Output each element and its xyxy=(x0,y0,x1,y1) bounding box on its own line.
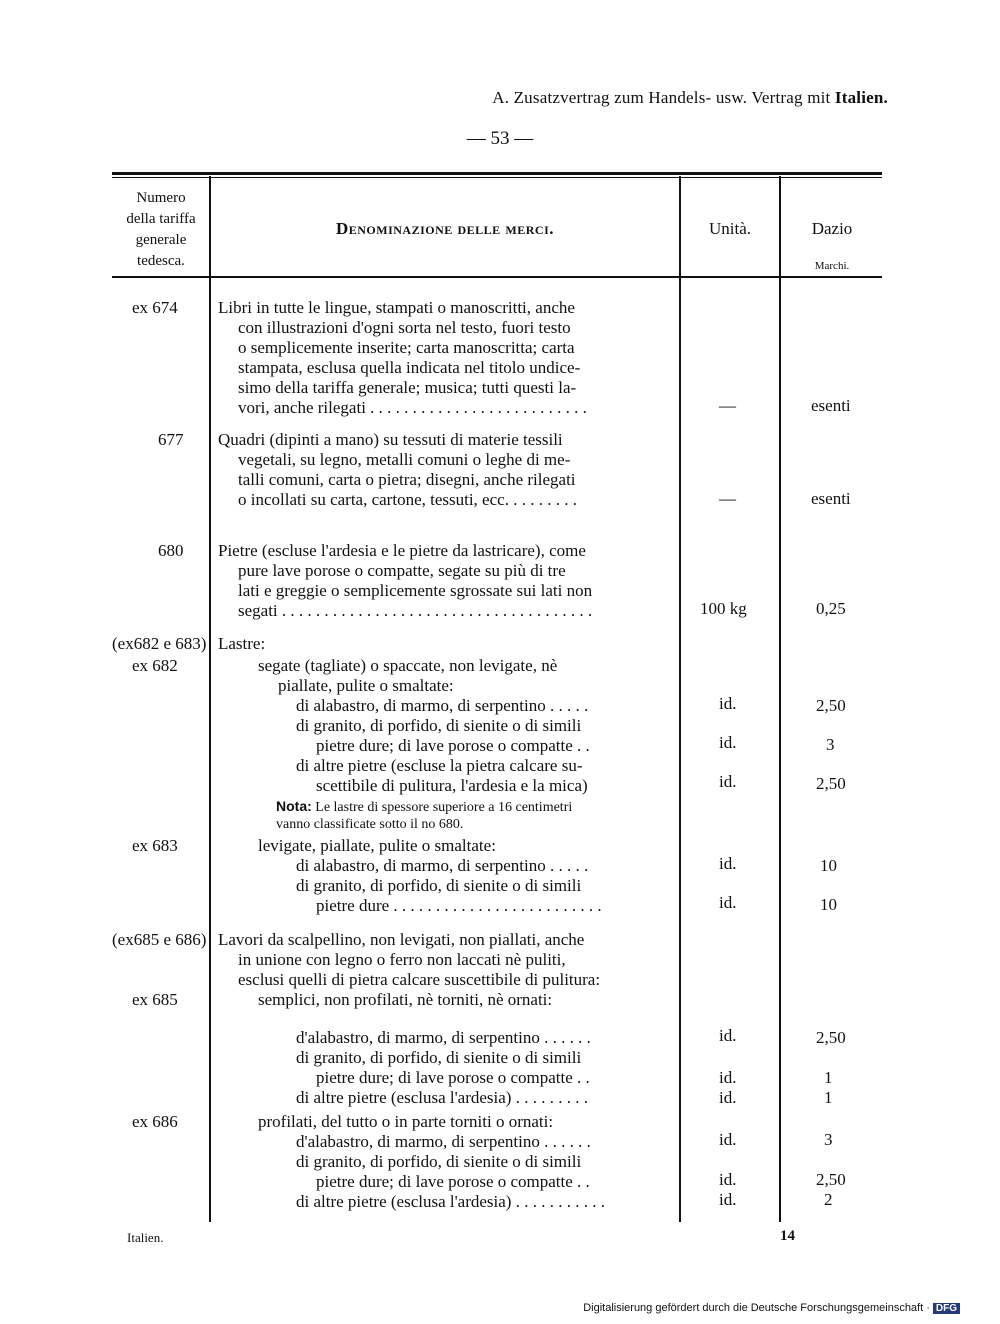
header-col-unit: Unità. xyxy=(708,219,752,238)
duty-value: 2,50 xyxy=(816,1170,846,1189)
tariff-number-group: (ex682 e 683) xyxy=(112,634,207,653)
unit-value: id. xyxy=(719,893,737,912)
footer-signature: Italien. xyxy=(127,1230,164,1245)
description-line: di granito, di porfido, di sienite o di simili xyxy=(296,876,582,895)
description-line: di alabastro, di marmo, di serpentino . . . . . xyxy=(296,696,589,715)
note-text: vanno classificate sotto il no 680. xyxy=(276,817,464,832)
header-col-description: Denominazione delle merci. xyxy=(335,219,555,238)
subsection-heading xyxy=(258,656,557,696)
header-col-number-line: generale xyxy=(135,232,187,248)
description-line: di granito, di porfido, di sienite o di simili xyxy=(296,716,582,735)
description-line: di alabastro, di marmo, di serpentino . . . . . xyxy=(296,856,589,875)
subsection-heading: levigate, piallate, pulite o smaltate: xyxy=(258,836,496,855)
duty-value: 2 xyxy=(824,1190,833,1209)
header-col-number-line: della tariffa xyxy=(126,211,196,227)
section-title: Lastre: xyxy=(218,634,266,653)
description-line: vegetali, su legno, metalli comuni o leghe di me- xyxy=(238,450,571,469)
duty-value: 3 xyxy=(824,1130,833,1149)
note xyxy=(276,798,572,833)
header-bottom-rule xyxy=(112,276,882,278)
description-line: segati . . . . . . . . . . . . . . . . . . . . . . . . . . . . . . . . . . . . . xyxy=(238,601,593,620)
description-line: simo della tariffa generale; musica; tutti questi la- xyxy=(238,378,577,397)
footer-sheet-number: 14 xyxy=(780,1228,795,1244)
description-line: vori, anche rilegati . . . . . . . . . . . . . . . . . . . . . . . . . . xyxy=(238,398,587,417)
unit-value: — xyxy=(719,396,736,415)
table-top-rule-thin xyxy=(112,177,882,178)
duty-value: 10 xyxy=(820,856,837,875)
description-line: esclusi quelli di pietra calcare suscettibile di pulitura: xyxy=(238,970,601,989)
item-description xyxy=(296,856,602,916)
header-col-number-line: Numero xyxy=(136,190,186,206)
dfg-logo: DFG xyxy=(933,1303,960,1314)
description-line: o semplicemente inserite; carta manoscritta; carta xyxy=(238,338,575,357)
subsection-heading: profilati, del tutto o in parte torniti o ornati: xyxy=(258,1112,554,1131)
subsection-heading: semplici, non profilati, nè torniti, nè ornati: xyxy=(258,990,553,1009)
running-head xyxy=(492,88,888,108)
description-line: Pietre (escluse l'ardesia e le pietre da lastricare), come xyxy=(218,541,586,560)
unit-value: id. xyxy=(719,733,737,752)
description-line: scettibile di pulitura, l'ardesia e la mica) xyxy=(316,776,588,795)
column-rule-2 xyxy=(679,176,681,1222)
duty-value: 0,25 xyxy=(816,599,846,618)
item-description xyxy=(296,1028,591,1108)
description-line: con illustrazioni d'ogni sorta nel testo, fuori testo xyxy=(238,318,571,337)
tariff-number: ex 685 xyxy=(132,990,178,1009)
duty-value: esenti xyxy=(811,396,851,415)
description-line: pietre dure . . . . . . . . . . . . . . . . . . . . . . . . . xyxy=(316,896,602,915)
unit-value: id. xyxy=(719,1190,737,1209)
unit-value: id. xyxy=(719,1170,737,1189)
description-line: talli comuni, carta o pietra; disegni, anche rilegati xyxy=(238,470,576,489)
description-line: in unione con legno o ferro non laccati nè puliti, xyxy=(238,950,566,969)
header-col-duty-unit: Marchi. xyxy=(814,260,850,272)
description-line: di granito, di porfido, di sienite o di simili xyxy=(296,1152,582,1171)
running-head-country: Italien. xyxy=(834,88,888,107)
description-line: lati e greggie o semplicemente sgrossate sui lati non xyxy=(238,581,593,600)
description-line: segate (tagliate) o spaccate, non levigate, nè xyxy=(258,656,558,675)
digitization-credit xyxy=(583,1302,960,1314)
item-description xyxy=(218,298,587,418)
item-description xyxy=(218,930,600,990)
description-line: pietre dure; di lave porose o compatte . . xyxy=(316,736,590,755)
duty-value: 2,50 xyxy=(816,696,846,715)
description-line: pietre dure; di lave porose o compatte . . xyxy=(316,1172,590,1191)
column-rule-3 xyxy=(779,176,781,1222)
item-description xyxy=(296,696,590,796)
credit-text: Digitalisierung gefördert durch die Deutsche Forschungsgemeinschaft · xyxy=(583,1302,930,1314)
tariff-number: ex 683 xyxy=(132,836,178,855)
description-line: d'alabastro, di marmo, di serpentino . . . . . . xyxy=(296,1132,591,1151)
tariff-number-group: (ex685 e 686) xyxy=(112,930,207,949)
unit-value: id. xyxy=(719,1130,737,1149)
duty-value: 2,50 xyxy=(816,774,846,793)
duty-value: esenti xyxy=(811,489,851,508)
unit-value: — xyxy=(719,489,736,508)
description-line: pure lave porose o compatte, segate su più di tre xyxy=(238,561,566,580)
item-description xyxy=(218,430,577,510)
description-line: Lavori da scalpellino, non levigati, non piallati, anche xyxy=(218,930,585,949)
table-top-rule xyxy=(112,172,882,175)
note-text: Le lastre di spessore superiore a 16 centimetri xyxy=(315,800,573,815)
tariff-number: ex 682 xyxy=(132,656,178,675)
tariff-number: ex 686 xyxy=(132,1112,178,1131)
description-line: Libri in tutte le lingue, stampati o manoscritti, anche xyxy=(218,298,575,317)
description-line: stampata, esclusa quella indicata nel titolo undice- xyxy=(238,358,581,377)
tariff-number: 680 xyxy=(158,541,184,560)
duty-value: 2,50 xyxy=(816,1028,846,1047)
running-head-prefix: A. Zusatzvertrag zum Handels- usw. Vertrag mit xyxy=(492,88,831,107)
tariff-number: 677 xyxy=(158,430,184,449)
header-col-duty: Dazio xyxy=(811,219,853,238)
description-line: d'alabastro, di marmo, di serpentino . . . . . . xyxy=(296,1028,591,1047)
duty-value: 1 xyxy=(824,1068,833,1087)
duty-value: 10 xyxy=(820,895,837,914)
unit-value: id. xyxy=(719,1088,737,1107)
unit-value: id. xyxy=(719,1068,737,1087)
duty-value: 1 xyxy=(824,1088,833,1107)
description-line: o incollati su carta, cartone, tessuti, ecc. . . . . . . . . xyxy=(238,490,577,509)
description-line: Quadri (dipinti a mano) su tessuti di materie tessili xyxy=(218,430,563,449)
unit-value: id. xyxy=(719,694,737,713)
column-rule-1 xyxy=(209,176,211,1222)
description-line: di granito, di porfido, di sienite o di simili xyxy=(296,1048,582,1067)
description-line: pietre dure; di lave porose o compatte . . xyxy=(316,1068,590,1087)
description-line: di altre pietre (esclusa l'ardesia) . . . . . . . . . . . xyxy=(296,1192,605,1211)
header-col-number-line: tedesca. xyxy=(137,253,185,269)
description-line: di altre pietre (escluse la pietra calcare su- xyxy=(296,756,583,775)
item-description xyxy=(218,541,592,621)
duty-value: 3 xyxy=(826,735,835,754)
page-number: — 53 — xyxy=(466,128,534,149)
note-label: Nota: xyxy=(276,798,312,814)
unit-value: id. xyxy=(719,772,737,791)
item-description xyxy=(296,1132,605,1212)
description-line: piallate, pulite o smaltate: xyxy=(278,676,454,695)
tariff-number: ex 674 xyxy=(132,298,178,317)
header-col-number xyxy=(113,188,209,272)
unit-value: id. xyxy=(719,1026,737,1045)
unit-value: id. xyxy=(719,854,737,873)
description-line: di altre pietre (esclusa l'ardesia) . . . . . . . . . xyxy=(296,1088,588,1107)
unit-value: 100 kg xyxy=(700,599,747,618)
